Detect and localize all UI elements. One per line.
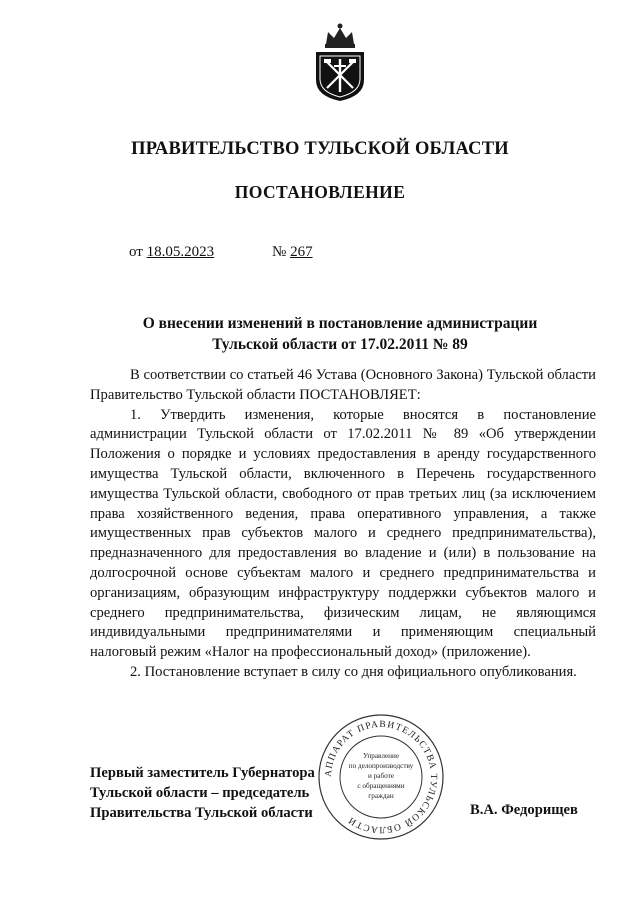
- paragraph-item-2: 2. Постановление вступает в силу со дня официального опубликования.: [130, 663, 577, 680]
- document-date: [129, 244, 214, 261]
- signatory-line-3: Правительства Тульской области: [90, 805, 313, 821]
- number-value: 267: [290, 244, 313, 260]
- document-body: [90, 366, 596, 683]
- stamp-line-1: Управление: [362, 752, 400, 760]
- document-number: [272, 244, 313, 261]
- document-subject: [100, 313, 580, 355]
- paragraph-preamble: В соответствии со статьей 46 Устава (Основного Закона) Тульской области Правительство Тульской области ПОСТАНОВЛЯЕТ:: [90, 367, 596, 403]
- paragraph-item-1: 1. Утвердить изменения, которые вносятся в постановление администрации Тульской области от 17.02.2011 № 89 «Об утверждении Положения о порядке и условиях предоставления в аренду государственного имущества Тульской области, включенного в Перечень государственного имущества Тульской области, свободного от прав третьих лиц (за исключением права хозяйственного ведения, права оперативного управления, а также имущественных прав субъектов малого и среднего предпринимательства), предназначенного для предоставления во владение и (или) в пользование на долгосрочной основе субъектам малого и среднего предпринимательства и организациям, образующим инфраструктуру поддержки субъектов малого и среднего предпринимательства, физическим лицам, не являющимся индивидуальными предпринимателями и применяющим специальный налоговый режим «Налог на профессиональный доход» (приложение).: [90, 406, 596, 661]
- signatory-name: В.А. Федорищев: [470, 802, 578, 818]
- signatory-line-2: Тульской области – председатель: [90, 785, 310, 801]
- date-prefix: от: [129, 244, 143, 260]
- subject-line-1: О внесении изменений в постановление администрации: [142, 315, 538, 332]
- government-title: ПРАВИТЕЛЬСТВО ТУЛЬСКОЙ ОБЛАСТИ: [131, 139, 509, 159]
- signatory-position: [90, 763, 315, 823]
- date-value: 18.05.2023: [146, 244, 215, 260]
- signatory-line-1: Первый заместитель Губернатора: [90, 765, 315, 781]
- stamp-line-4: с обращениями: [357, 782, 405, 790]
- number-prefix: №: [272, 244, 287, 260]
- stamp-ring-text: АППАРАТ ПРАВИТЕЛЬСТВА ТУЛЬСКОЙ ОБЛАСТИ: [323, 719, 439, 835]
- stamp-line-2: по делопроизводству: [348, 762, 414, 770]
- stamp-line-3: и работе: [368, 772, 394, 780]
- document-type: ПОСТАНОВЛЕНИЕ: [234, 182, 406, 202]
- official-stamp: [316, 712, 446, 842]
- coat-of-arms-icon: [312, 22, 368, 102]
- stamp-line-5: граждан: [368, 792, 394, 800]
- subject-line-2: Тульской области от 17.02.2011 № 89: [212, 336, 468, 353]
